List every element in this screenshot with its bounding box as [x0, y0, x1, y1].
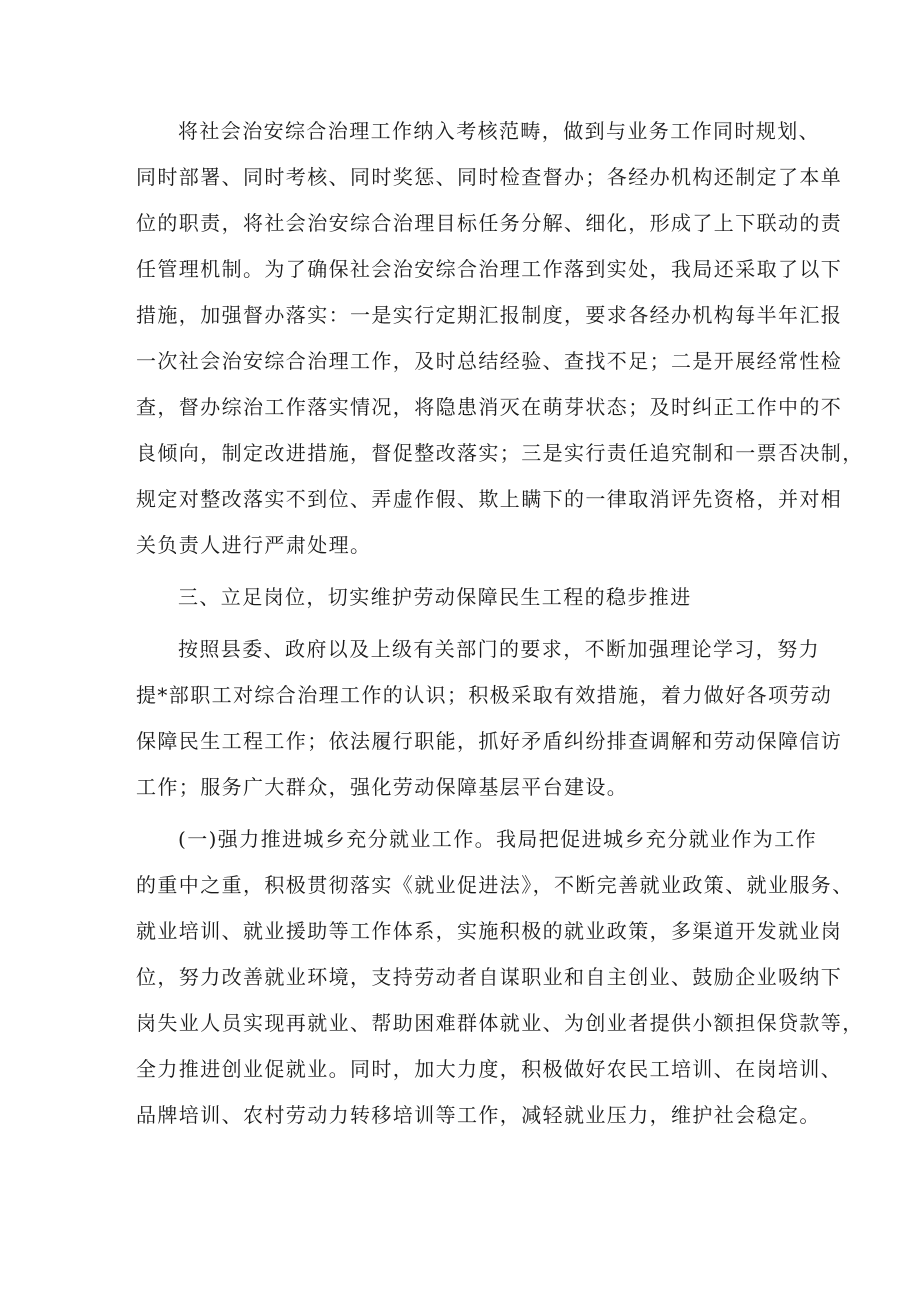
- text-line: 同时部署、同时考核、同时奖惩、同时检查督办；各经办机构还制定了本单: [136, 165, 843, 189]
- subsection-line: (一)强力推进城乡充分就业工作。我局把促进城乡充分就业作为工作: [178, 827, 818, 851]
- text-line: 一次社会治安综合治理工作，及时总结经验、查找不足；二是开展经常性检: [136, 349, 843, 373]
- text-line: 任管理机制。为了确保社会治安综合治理工作落到实处，我局还采取了以下: [136, 257, 843, 281]
- text-line: 的重中之重，积极贯彻落实《就业促进法》，不断完善就业政策、就业服务、: [136, 873, 854, 897]
- text-line: 提*部职工对综合治理工作的认识；积极采取有效措施，着力做好各项劳动: [136, 683, 833, 707]
- text-line: 就业培训、就业援助等工作体系，实施积极的就业政策，多渠道开发就业岗: [136, 919, 843, 943]
- text-line: 良倾向，制定改进措施，督促整改落实；三是实行责任追究制和一票否决制，: [136, 441, 864, 465]
- text-line: 按照县委、政府以及上级有关部门的要求，不断加强理论学习，努力: [178, 637, 820, 661]
- text-line: 全力推进创业促就业。同时，加大力度，积极做好农民工培训、在岗培训、: [136, 1057, 843, 1081]
- text-line: 查，督办综治工作落实情况，将隐患消灭在萌芽状态；及时纠正工作中的不: [136, 395, 843, 419]
- text-line: 保障民生工程工作；依法履行职能，抓好矛盾纠纷排查调解和劳动保障信访: [136, 729, 843, 753]
- text-line: 位的职责，将社会治安综合治理目标任务分解、细化，形成了上下联动的责: [136, 211, 843, 235]
- text-line: 措施，加强督办落实：一是实行定期汇报制度，要求各经办机构每半年汇报: [136, 303, 843, 327]
- text-line: 位，努力改善就业环境，支持劳动者自谋职业和自主创业、鼓励企业吸纳下: [136, 965, 843, 989]
- text-line: 规定对整改落实不到位、弄虚作假、欺上瞒下的一律取消评先资格，并对相: [136, 487, 843, 511]
- text-line: 品牌培训、农村劳动力转移培训等工作，减轻就业压力，维护社会稳定。: [136, 1103, 821, 1127]
- text-line: 关负责人进行严肃处理。: [136, 533, 372, 557]
- text-line: 工作；服务广大群众，强化劳动保障基层平台建设。: [136, 775, 629, 799]
- text-line: 将社会治安综合治理工作纳入考核范畴，做到与业务工作同时规划、: [178, 119, 820, 143]
- text-line: 岗失业人员实现再就业、帮助困难群体就业、为创业者提供小额担保贷款等，: [136, 1011, 864, 1035]
- section-heading: 三、立足岗位，切实维护劳动保障民生工程的稳步推进: [178, 585, 692, 609]
